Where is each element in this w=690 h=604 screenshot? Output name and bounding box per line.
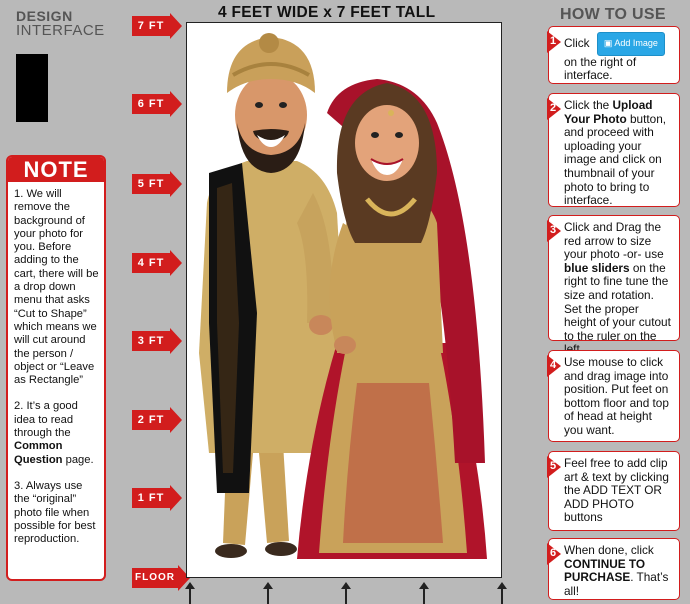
floor-marker-arrow xyxy=(263,582,273,604)
floor-marker-arrow xyxy=(497,582,507,604)
note-title: NOTE xyxy=(8,157,104,182)
image-icon: ▣ xyxy=(603,38,613,48)
ruler-2ft: 2 FT xyxy=(132,410,182,430)
note-item-1: 1. We will remove the background of your photo for you. Before adding to the cart, there will be a drop down menu that asks “Cut to Shape” which means we will cut around the person / object or “Leave as Rectangle” xyxy=(14,188,99,387)
add-image-button[interactable]: ▣ Add Image xyxy=(597,32,665,56)
floor-marker-arrow xyxy=(185,582,195,604)
note-item-3: 3. Always use the “original” photo file when possible for best reproduction. xyxy=(14,479,96,546)
design-title: DESIGN xyxy=(16,8,73,24)
step-4: 4 Use mouse to click and drag image into position. Put feet on bottom floor and top of head at height you want. xyxy=(548,350,680,442)
design-canvas[interactable] xyxy=(186,22,502,578)
common-question-link[interactable]: Common Question xyxy=(14,440,63,466)
step-1: 1 Click ▣ Add Image on the right of interface. xyxy=(548,26,680,84)
ruler-3ft: 3 FT xyxy=(132,331,182,351)
step-6: 6 When done, click CONTINUE TO PURCHASE. That’s all! xyxy=(548,538,680,600)
ruler-floor: FLOOR xyxy=(132,568,182,588)
ruler-1ft: 1 FT xyxy=(132,488,182,508)
canvas-size-title: 4 FEET WIDE x 7 FEET TALL xyxy=(218,4,436,21)
note-item-2: 2. It’s a good idea to read through the Common Question page. xyxy=(14,400,94,466)
floor-marker-arrow xyxy=(341,582,351,604)
ruler-5ft: 5 FT xyxy=(132,174,182,194)
how-to-use-title: HOW TO USE xyxy=(560,6,666,23)
ruler-7ft: 7 FT xyxy=(132,16,182,36)
step-2: 2 Click the Upload Your Photo button, and proceed with uploading your image and click on thumbnail of your photo to bring to interface. xyxy=(548,93,680,207)
note-body xyxy=(8,182,104,546)
floor-marker-arrow xyxy=(419,582,429,604)
color-swatch[interactable] xyxy=(16,54,48,122)
ruler-6ft: 6 FT xyxy=(132,94,182,114)
step-5: 5 Feel free to add clip art & text by clicking the ADD TEXT OR ADD PHOTO buttons xyxy=(548,451,680,531)
couple-cutout-image[interactable] xyxy=(187,23,502,578)
step-3: 3 Click and Drag the red arrow to size your photo -or- use blue sliders on the right to fine tune the size and rotation. Set the proper height of your cutout to the ruler on the xyxy=(548,215,680,341)
ruler-4ft: 4 FT xyxy=(132,253,182,273)
design-subtitle: INTERFACE xyxy=(16,22,105,39)
note-panel xyxy=(6,155,106,581)
